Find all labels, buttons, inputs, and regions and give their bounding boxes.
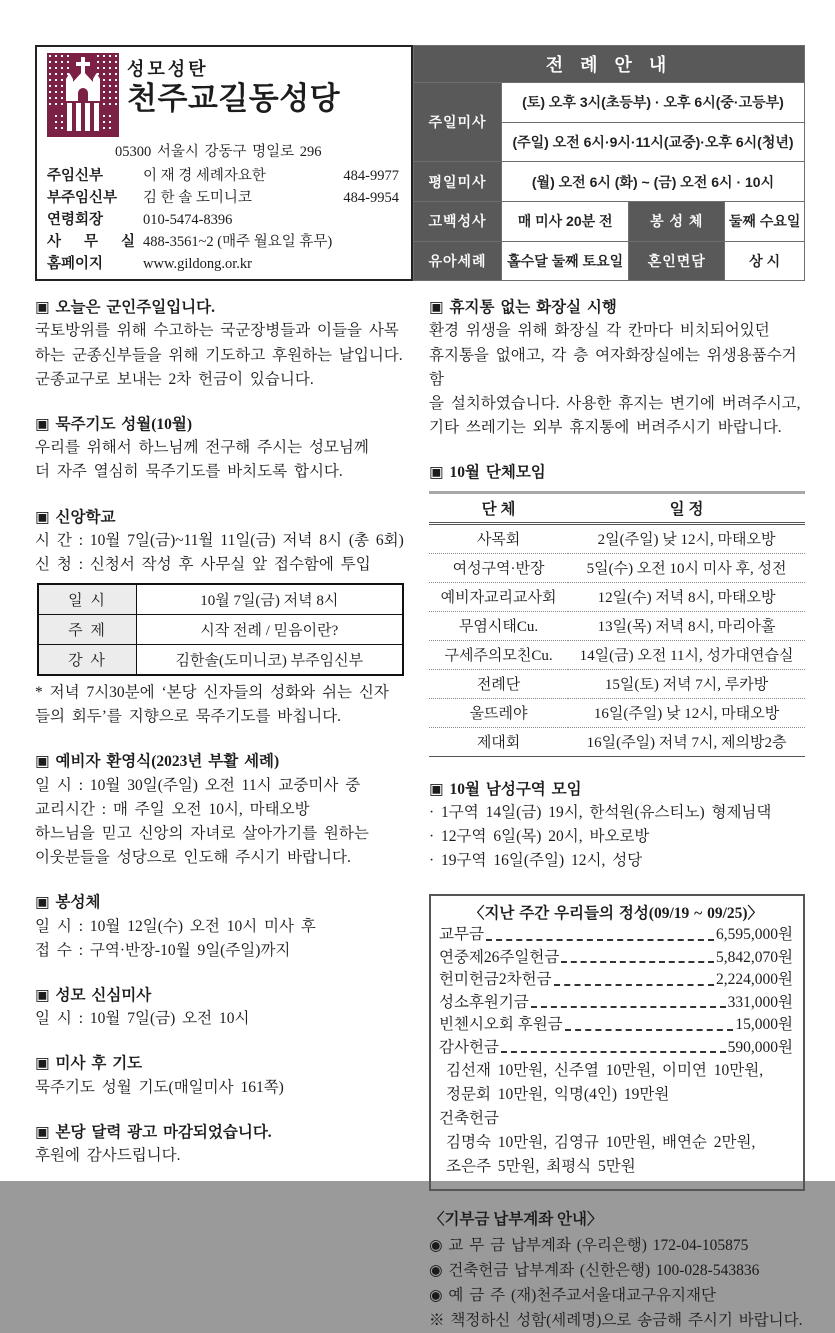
offering-name: 헌미헌금2차헌금: [439, 971, 552, 989]
text-line: 시 간 : 10월 7일(금)~11월 11일(금) 저녁 8시 (총 6회): [35, 531, 404, 549]
section-title: ▣ 10월 남성구역 모임: [429, 780, 582, 798]
section-body: [35, 319, 413, 392]
text-line: · 19구역 16일(주일) 12시, 성당: [429, 852, 643, 870]
contact-label: 홈페이지: [47, 256, 104, 273]
contact-label: 사 무 실: [47, 234, 135, 251]
contact-value: 이 재 경 세례자요한: [143, 168, 266, 184]
section-title: ▣ 성모 신심미사: [35, 986, 152, 1004]
group-meeting-table: [429, 491, 805, 757]
text-line: · 12구역 6일(목) 20시, 바오로방: [429, 827, 650, 845]
offering-row: [439, 1014, 793, 1036]
account-lines: [429, 1233, 805, 1333]
offering-name: 감사헌금: [439, 1038, 499, 1056]
church-name-large: 천주교길동성당: [127, 81, 341, 116]
table-row: [429, 553, 805, 582]
offering-name: 성소후원기금: [439, 993, 529, 1011]
dashed-leader: [486, 939, 714, 941]
text-line: 기타 쓰레기는 외부 휴지통에 버려주시기 바랍니다.: [429, 419, 782, 437]
text-line: 하는 군종신부들을 위해 기도하고 후원하는 날입니다.: [35, 346, 403, 364]
table-cell: 주 제: [38, 615, 136, 645]
table-cell: 2일(주일) 낮 12시, 마태오방: [568, 523, 805, 553]
table-row: [429, 523, 805, 553]
section-military-sunday: [35, 296, 413, 392]
infant-baptism-value: 홀수달 둘째 토요일: [502, 241, 629, 281]
infant-baptism-label: 유아세례: [414, 241, 502, 281]
section-title: ▣ 봉성체: [35, 894, 101, 912]
sunday-mass-label: 주일미사: [414, 83, 502, 162]
text-line: * 저녁 7시30분에 ‘본당 신자들의 성화와 쉬는 신자: [35, 684, 389, 702]
dashed-leader: [531, 1006, 726, 1008]
contact-row: [47, 209, 403, 231]
text-line: 국토방위를 위해 수고하는 국군장병들과 이들을 사목: [35, 322, 399, 340]
table-row: [414, 201, 805, 241]
faith-school-table: [37, 583, 404, 676]
section-body: [429, 319, 805, 440]
text-line: 들의 회두’를 지향으로 묵주기도를 바칩니다.: [35, 708, 342, 726]
section-catechumen-welcome: [35, 750, 413, 870]
table-cell: 예비자교리교사회: [429, 582, 568, 611]
offering-row: [439, 947, 793, 969]
text-line: 후원에 감사드립니다.: [35, 1147, 181, 1165]
section-title: ▣ 본당 달력 광고 마감되었습니다.: [35, 1123, 272, 1141]
offering-summary-box: [429, 894, 805, 1191]
contact-value: 김 한 솔 도미니코: [143, 190, 252, 207]
text-line: 휴지통을 없애고, 각 층 여자화장실에는 위생용품수거함: [429, 346, 797, 388]
text-line: 을 설치하였습니다. 사용한 휴지는 변기에 버려주시고,: [429, 394, 801, 412]
offering-amount: 590,000원: [727, 1038, 793, 1056]
building-donor-lines: [439, 1131, 793, 1179]
church-name: [127, 53, 340, 117]
section-body: [35, 529, 413, 577]
offering-name: 교무금: [439, 926, 484, 944]
table-cell: 일 시: [38, 584, 136, 615]
section-calendar-ad: [35, 1121, 413, 1168]
offering-row: [439, 1037, 793, 1059]
section-body: [35, 774, 413, 871]
marriage-value: 상 시: [725, 241, 805, 281]
offering-amount: 5,842,070원: [716, 948, 793, 966]
text-line: 이웃분들을 성당으로 인도해 주시기 바랍니다.: [35, 849, 351, 867]
offering-amount: 6,595,000원: [716, 926, 793, 944]
text-line: 더 자주 열심히 묵주기도를 바치도록 합시다.: [35, 463, 343, 481]
contact-row: [47, 165, 403, 187]
account-title: 〈기부금 납부계좌 안내〉: [429, 1211, 603, 1229]
offering-box-title: 〈지난 주간 우리들의 정성(09/19 ~ 09/25)〉: [468, 905, 764, 923]
website-link[interactable]: www.gildong.or.kr: [143, 256, 253, 273]
marriage-label: 혼인면담: [629, 241, 725, 281]
table-cell: 강 사: [38, 645, 136, 676]
section-title: ▣ 신앙학교: [35, 508, 116, 526]
section-marian-mass: [35, 984, 413, 1031]
text-line: 조은주 5만원, 최평식 5만원: [446, 1157, 636, 1175]
section-title: ▣ 미사 후 기도: [35, 1055, 143, 1073]
church-name-small: 성모성탄: [127, 59, 209, 79]
table-row: [429, 611, 805, 640]
table-cell: 사목회: [429, 523, 568, 553]
table-row: [414, 83, 805, 123]
table-cell: 13일(목) 저녁 8시, 마리아홀: [568, 611, 805, 640]
text-line: 일 시 : 10월 12일(수) 오전 10시 미사 후: [35, 917, 316, 935]
section-note: [35, 681, 413, 729]
offering-row: [439, 924, 793, 946]
section-mens-district-meetings: [429, 778, 805, 874]
section-title: ▣ 예비자 환영식(2023년 부활 세례): [35, 753, 280, 771]
contact-row: [47, 187, 403, 209]
table-cell: 14일(금) 오전 11시, 성가대연습실: [568, 640, 805, 669]
section-faith-school: [35, 506, 413, 730]
text-line: 우리를 위해서 하느님께 전구해 주시는 성모님께: [35, 439, 369, 457]
left-column: [35, 296, 413, 1333]
text-line: ◉ 예 금 주 (재)천주교서울대교구유지재단: [429, 1287, 716, 1305]
text-line: 김명숙 10만원, 김영규 10만원, 배연순 2만원,: [446, 1133, 756, 1151]
text-line: 묵주기도 성월 기도(매일미사 161쪽): [35, 1078, 284, 1096]
text-line: 하느님을 믿고 신앙의 자녀로 살아가기를 원하는: [35, 825, 369, 843]
contact-phone: 484-9954: [343, 190, 399, 207]
text-line: 김선재 10만원, 신주열 10만원, 이미연 10만원,: [446, 1062, 764, 1080]
thanks-donor-lines: [439, 1059, 793, 1107]
contact-value: 010-5474-8396: [143, 212, 233, 229]
church-address: 05300 서울시 강동구 명일로 296: [115, 144, 322, 160]
table-row: [414, 162, 805, 202]
contact-label: 주임신부: [47, 168, 104, 184]
church-logo-icon: [47, 53, 119, 137]
contact-phone: 484-9977: [343, 168, 399, 184]
section-body: [35, 915, 413, 963]
table-cell: 제대회: [429, 727, 568, 756]
table-cell: 10월 7일(금) 저녁 8시: [136, 584, 402, 615]
dashed-leader: [565, 1029, 734, 1031]
section-after-mass-prayer: [35, 1052, 413, 1099]
body-columns: [35, 296, 805, 1333]
brand-top: [47, 53, 403, 137]
section-restroom-notice: [429, 296, 805, 440]
weekday-mass-value: (월) 오전 6시 (화) ~ (금) 오전 6시 · 10시: [502, 162, 805, 202]
table-cell: 무염시태Cu.: [429, 611, 568, 640]
section-body: [35, 1007, 413, 1031]
table-cell: 16일(주일) 저녁 7시, 제의방2층: [568, 727, 805, 756]
offering-amount: 331,000원: [727, 993, 793, 1011]
offering-entries: [439, 924, 793, 1059]
offering-row: [439, 992, 793, 1014]
column-header-group: 단 체: [429, 492, 568, 523]
table-cell: 5일(수) 오전 10시 미사 후, 성전: [568, 553, 805, 582]
text-line: 접 수 : 구역·반장-10월 9일(주일)까지: [35, 941, 291, 959]
table-row: [429, 669, 805, 698]
text-line: ◉ 건축헌금 납부계좌 (신한은행) 100-028-543836: [429, 1261, 760, 1279]
right-column: [429, 296, 805, 1333]
table-row: [429, 698, 805, 727]
contact-label: 연령회장: [47, 212, 104, 229]
table-row: [38, 584, 403, 615]
offering-name: 빈첸시오회 후원금: [439, 1016, 563, 1034]
section-title: ▣ 오늘은 군인주일입니다.: [35, 299, 216, 317]
text-line: · 1구역 14일(금) 19시, 한석원(유스티노) 형제님댁: [429, 803, 772, 821]
table-cell: 15일(토) 저녁 7시, 루카방: [568, 669, 805, 698]
section-body: [35, 1076, 413, 1100]
table-row: [414, 241, 805, 281]
section-donation-accounts: [429, 1208, 805, 1333]
table-cell: 시작 전례 / 믿음이란?: [136, 615, 402, 645]
contact-value: 488-3561~2 (매주 월요일 휴무): [143, 234, 333, 251]
table-row: [429, 727, 805, 756]
table-row: [429, 582, 805, 611]
text-line: ◉ 교 무 금 납부계좌 (우리은행) 172-04-105875: [429, 1236, 749, 1254]
weekday-mass-label: 평일미사: [414, 162, 502, 202]
text-line: ※ 책정하신 성함(세례명)으로 송금해 주시기 바랍니다.: [429, 1312, 803, 1330]
table-row: [38, 645, 403, 676]
communion-label: 봉 성 체: [629, 201, 725, 241]
table-cell: 16일(주일) 낮 12시, 마태오방: [568, 698, 805, 727]
table-cell: 여성구역·반장: [429, 553, 568, 582]
liturgy-guide-table: [413, 45, 805, 281]
offering-amount: 15,000원: [735, 1016, 793, 1034]
dashed-leader: [554, 984, 714, 986]
sunday-mass-sunday: (주일) 오전 6시·9시·11시(교중)·오후 6시(청년): [502, 122, 805, 162]
section-title: ▣ 휴지통 없는 화장실 시행: [429, 299, 617, 317]
text-line: 교리시간 : 매 주일 오전 10시, 마태오방: [35, 800, 310, 818]
contact-row: [47, 231, 403, 253]
confession-label: 고백성사: [414, 201, 502, 241]
table-header-row: [429, 492, 805, 523]
offering-row: [439, 969, 793, 991]
section-title: ▣ 묵주기도 성월(10월): [35, 415, 193, 433]
sunday-mass-saturday: (토) 오후 3시(초등부) · 오후 6시(중·고등부): [502, 83, 805, 123]
confession-value: 매 미사 20분 전: [502, 201, 629, 241]
section-group-meetings: [429, 461, 805, 756]
section-body: [429, 801, 805, 874]
contact-label: 부주임신부: [47, 190, 118, 207]
table-cell: 12일(수) 저녁 8시, 마태오방: [568, 582, 805, 611]
building-offering-label: 건축헌금: [439, 1110, 499, 1128]
section-title: ▣ 10월 단체모임: [429, 464, 546, 482]
dashed-leader: [501, 1051, 726, 1053]
church-brand-box: [35, 45, 413, 281]
table-row: [429, 640, 805, 669]
offering-name: 연중제26주일헌금: [439, 948, 560, 966]
table-cell: 울뜨레야: [429, 698, 568, 727]
table-row: [414, 46, 805, 83]
communion-value: 둘째 수요일: [725, 201, 805, 241]
table-cell: 김한솔(도미니코) 부주임신부: [136, 645, 402, 676]
section-body: [35, 1144, 413, 1168]
text-line: 환경 위생을 위해 화장실 각 칸마다 비치되어있던: [429, 322, 770, 340]
contact-row: [47, 253, 403, 275]
column-header-schedule: 일 정: [568, 492, 805, 523]
section-rosary-month: [35, 413, 413, 485]
text-line: 신 청 : 신청서 작성 후 사무실 앞 접수함에 투입: [35, 555, 371, 573]
text-line: 정문회 10만원, 익명(4인) 19만원: [446, 1086, 670, 1104]
dashed-leader: [561, 961, 714, 963]
header: [35, 45, 805, 281]
table-cell: 구세주의모친Cu.: [429, 640, 568, 669]
offering-amount: 2,224,000원: [716, 971, 793, 989]
section-body: [35, 436, 413, 484]
text-line: 군종교구로 보내는 2차 헌금이 있습니다.: [35, 370, 314, 388]
text-line: 일 시 : 10월 7일(금) 오전 10시: [35, 1010, 250, 1028]
section-communion-visit: [35, 891, 413, 963]
text-line: 일 시 : 10월 30일(주일) 오전 11시 교중미사 중: [35, 776, 361, 794]
table-cell: 전례단: [429, 669, 568, 698]
liturgy-title: 전 례 안 내: [414, 46, 805, 83]
table-row: [38, 615, 403, 645]
